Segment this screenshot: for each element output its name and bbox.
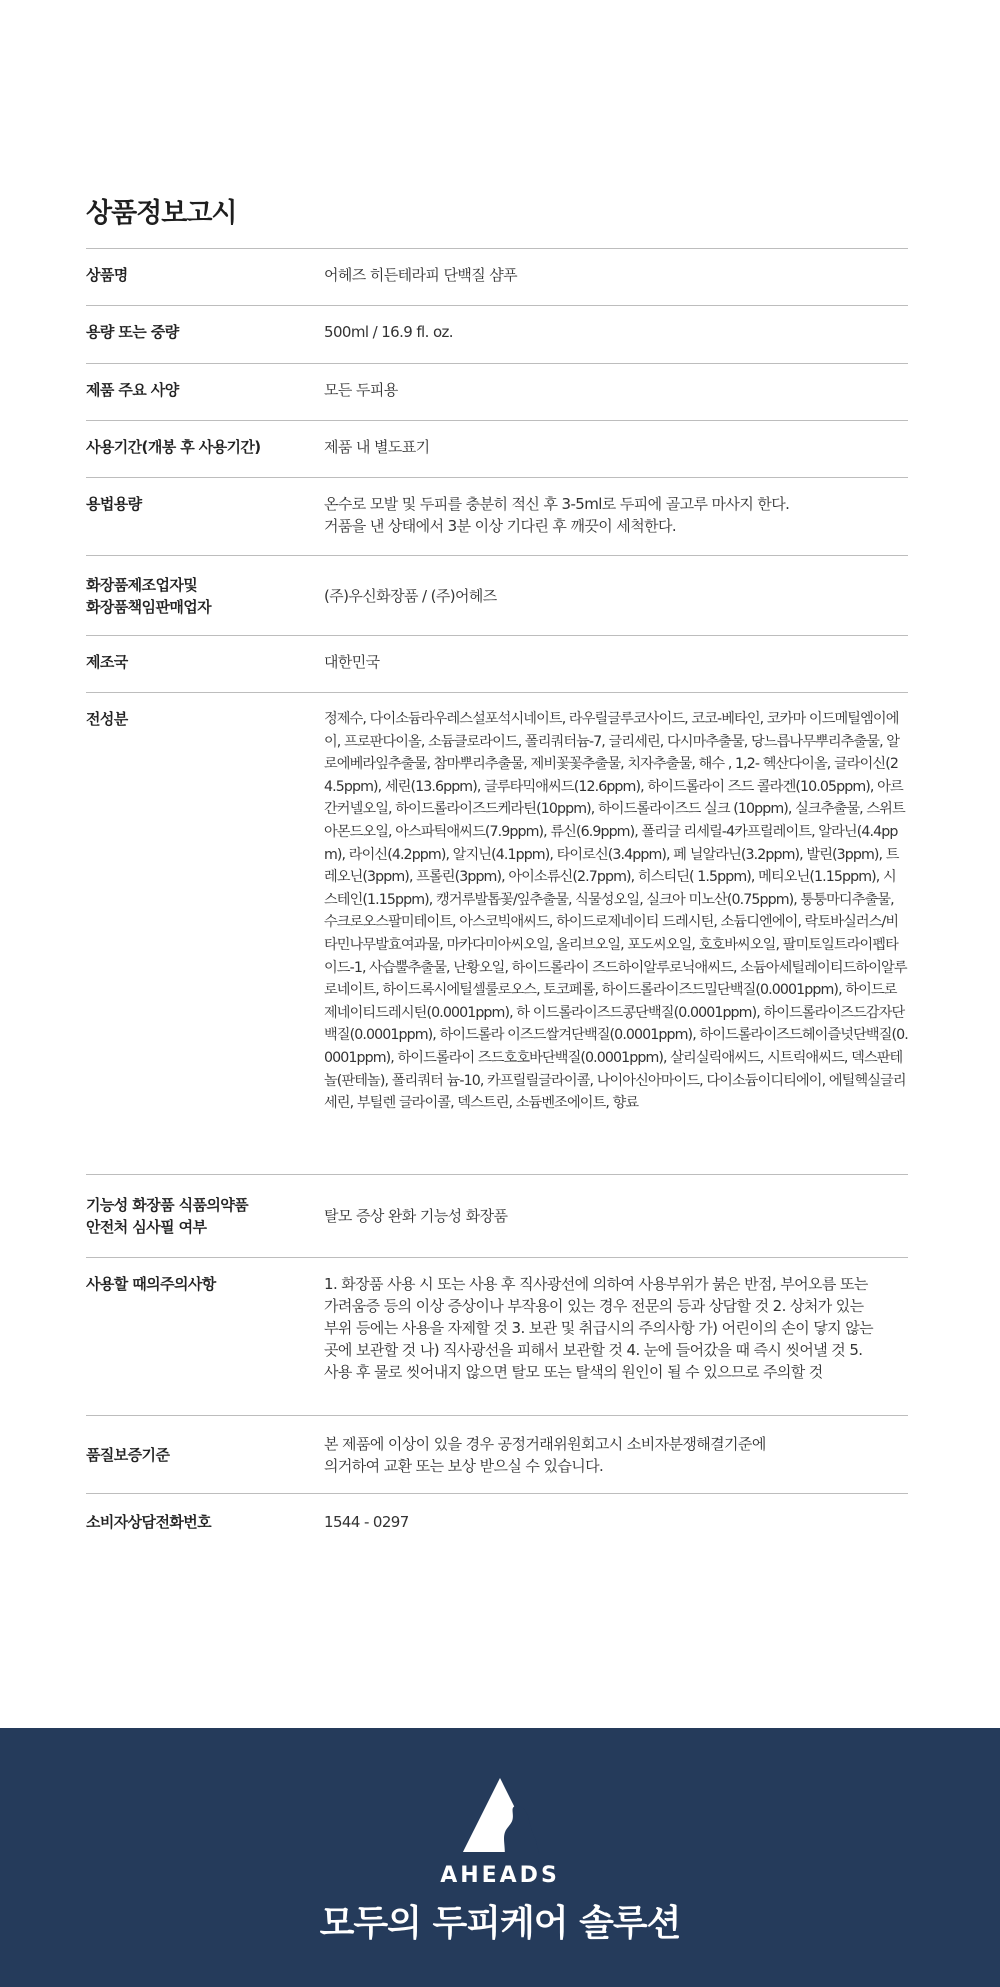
product-info-notice: [86, 196, 908, 1550]
info-row-ingredients: [86, 693, 908, 1175]
info-row-functional-review: [86, 1175, 908, 1258]
aheads-triangle-logo-icon: [461, 1776, 539, 1854]
info-value: 모든 두피용: [324, 381, 398, 399]
info-value: 제품 내 별도표기: [324, 438, 430, 456]
info-row-directions: [86, 478, 908, 556]
info-label: 제품 주요 사양: [86, 381, 179, 399]
info-value: 대한민국: [324, 653, 380, 671]
info-table: [86, 248, 908, 1550]
info-label: 제조국: [86, 653, 128, 671]
info-label: 사용할 때의주의사항: [86, 1275, 216, 1293]
info-label: 화장품제조업자및 화장품책임판매업자: [86, 575, 212, 616]
info-row-product-name: [86, 249, 908, 306]
info-row-quality-standard: [86, 1416, 908, 1494]
info-row-precautions: [86, 1258, 908, 1416]
info-value: (주)우신화장품 / (주)어헤즈: [324, 586, 497, 605]
info-row-volume: [86, 306, 908, 364]
info-label: 기능성 화장품 식품의약품 안전처 심사필 여부: [86, 1196, 249, 1236]
info-label: 전성분: [86, 710, 128, 728]
info-label: 소비자상담전화번호: [86, 1513, 212, 1531]
info-label: 품질보증기준: [86, 1445, 170, 1464]
info-label: 상품명: [86, 266, 128, 284]
info-row-usage-period: [86, 421, 908, 478]
section-title: 상품정보고시: [86, 198, 237, 229]
info-value: 어헤즈 히든테라피 단백질 샴푸: [324, 266, 518, 284]
info-value: 본 제품에 이상이 있을 경우 공정거래위원회고시 소비자분쟁해결기준에 의거하여 교환 또는 보상 받으실 수 있습니다.: [324, 1434, 766, 1475]
brand-logo-text: AHEADS: [440, 1863, 560, 1888]
info-label: 용량 또는 중량: [86, 323, 179, 341]
info-value: 온수로 모발 및 두피를 충분히 적신 후 3-5ml로 두피에 골고루 마사지 한다. 거품을 낸 상태에서 3분 이상 기다린 후 깨끗이 세척한다.: [324, 495, 790, 535]
info-value: 1544 - 0297: [324, 1513, 409, 1531]
info-value: 500ml / 16.9 fl. oz.: [324, 323, 453, 341]
info-value: 1. 화장품 사용 시 또는 사용 후 직사광선에 의하여 사용부위가 붉은 반점, 부어오름 또는 가려움증 등의 이상 증상이나 부작용이 있는 경우 전문의 등과 상담할 것 2. 상처가 있는 부위 등에는 사용을 자제할 것 3. 보관 및 취급시의 주의사항 가) 어린이의 손이 닿지 않는 곳에 보관할 것 나) 직사광선을 피해서 보관할 것 4. 눈에 들어갔을 때 즉시 씻어낼 것 5. 사용 후 물로 씻어내지 않으면 탈모 또는 탈색의 원인이 될 수 있으므로 주의할 것: [324, 1275, 873, 1381]
brand-footer: [0, 1728, 1000, 1987]
info-row-customer-service: [86, 1494, 908, 1550]
info-label: 사용기간(개봉 후 사용기간): [86, 438, 261, 456]
brand-slogan: 모두의 두피케어 솔루션: [319, 1903, 681, 1944]
info-row-country: [86, 636, 908, 693]
info-label: 용법용량: [86, 495, 142, 513]
info-row-main-spec: [86, 364, 908, 421]
info-row-manufacturer: [86, 556, 908, 636]
info-value: 탈모 증상 완화 기능성 화장품: [324, 1207, 508, 1225]
info-value: 정제수, 다이소듐라우레스설포석시네이트, 라우릴글루코사이드, 코코-베타인, 코카마 이드메틸엠이에이, 프로판다이올, 소듐클로라이드, 폴리쿼터늄-7, 글리세린, 다시마추출물, 당느릅나무뿌리추출물, 알로에베라잎추출물, 참마뿌리추출물, 제비꽃꽃추출물, 치자추출물, 해수 , 1,2- 헥산다이올, 글라이신(24.5ppm), 세린(13.6ppm), 글루타믹애씨드(12.6ppm), 하이드롤라이 즈드 콜라겐(10.05ppm), 아르간커넬오일, 하이드롤라이즈드케라틴(10ppm), 하이드롤라이즈드 실크 (10ppm), 실크추출물, 스위트아몬드오일, 아스파틱애씨드(7.9ppm), 류신(6.9ppm), 폴리글 리세릴-4카프릴레이트, 알라닌(4.4ppm), 라이신(4.2ppm), 알지닌(4.1ppm), 타이로신(3.4ppm), 페 닐알라닌(3.2ppm), 발린(3ppm), 트레오닌(3ppm), 프롤린(3ppm), 아이소류신(2.7ppm), 히스티딘( 1.5ppm), 메티오닌(1.15ppm), 시스테인(1.15ppm), 캥거루발톱꽃/잎추출물, 식물성오일, 실크아 미노산(0.75ppm), 퉁퉁마디추출물, 수크로오스팔미테이트, 아스코빅애씨드, 하이드로제네이티 드레시틴, 소듐디엔에이, 락토바실러스/비타민나무발효여과물, 마카다미아씨오일, 올리브오일, 포도씨오일, 호호바씨오일, 팔미토일트라이펩타이드-1, 사습뿔추출물, 난황오일, 하이드롤라이 즈드하이알루로닉애씨드, 소듐아세틸레이티드하이알루로네이트, 하이드록시에틸셀룰로오스, 토코페롤, 하이드롤라이즈드밀단백질(0.0001ppm), 하이드로제네이티드레시틴(0.0001ppm), 하 이드롤라이즈드콩단백질(0.0001ppm), 하이드롤라이즈드감자단백질(0.0001ppm), 하이드롤라 이즈드쌀겨단백질(0.0001ppm), 하이드롤라이즈드헤이즐넛단백질(0.0001ppm), 하이드롤라이 즈드호호바단백질(0.0001ppm), 살리실릭애씨드, 시트릭애씨드, 덱스판테놀(판테놀), 폴리쿼터 늄-10, 카프릴릴글라이콜, 나이아신아마이드, 다이소듐이디티에이, 에틸헥실글리세린, 부틸렌 글라이콜, 덱스트린, 소듐벤조에이트, 향료: [324, 711, 908, 1112]
